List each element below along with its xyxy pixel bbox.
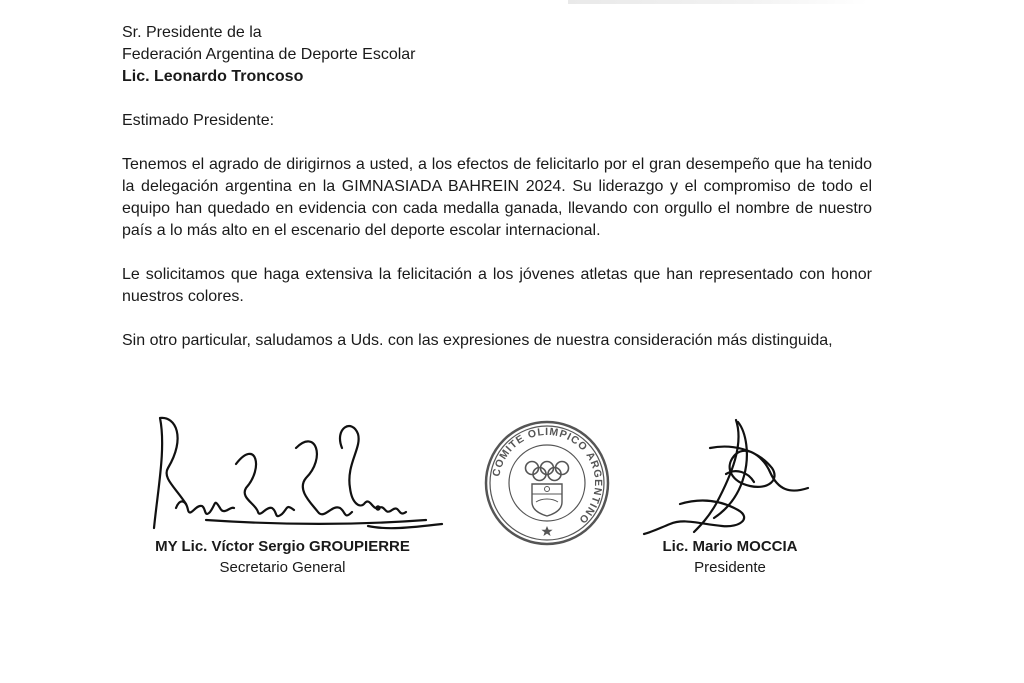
left-signature: [146, 408, 446, 538]
olympic-committee-seal: [482, 418, 612, 548]
right-signature: [640, 414, 820, 539]
letter-body: [122, 22, 872, 352]
salutation: Estimado Presidente:: [122, 112, 275, 129]
seal-stamp-icon: [482, 418, 612, 548]
paragraph-congratulation: Tenemos el agrado de dirigirnos a usted, a los efectos de felicitarlo por el gran desempeño que ha tenido la delegación argentina en la GIMNASIADA BAHREIN 2024. Su liderazgo y el compromiso de todo el equipo han quedado en evidencia con cada medalla ganada, llevando con orgullo el nombre de nuestro país a lo más alto en el escenario del deporte escolar internacional.: [122, 156, 872, 239]
recipient-organization: Federación Argentina de Deporte Escolar: [122, 46, 416, 63]
recipient-title: Sr. Presidente de la: [122, 24, 262, 41]
signatory-right: [620, 536, 840, 578]
recipient-name: Lic. Leonardo Troncoso: [122, 68, 304, 85]
paragraph-closing: Sin otro particular, saludamos a Uds. con las expresiones de nuestra consideración más distinguida,: [122, 332, 833, 349]
signatory-left-name: MY Lic. Víctor Sergio GROUPIERRE: [155, 538, 410, 555]
signatory-right-name: Lic. Mario MOCCIA: [662, 538, 798, 555]
signatory-left-role: Secretario General: [219, 559, 346, 576]
top-edge-mark: [568, 0, 868, 4]
svg-text:COMITE OLIMPICO ARGENTINO: COMITE OLIMPICO ARGENTINO: [490, 425, 605, 527]
paragraph-request: Le solicitamos que haga extensiva la felicitación a los jóvenes atletas que han representado con honor nuestros colores.: [122, 266, 872, 305]
signatory-left: [140, 536, 425, 578]
signatory-right-role: Presidente: [694, 559, 766, 576]
